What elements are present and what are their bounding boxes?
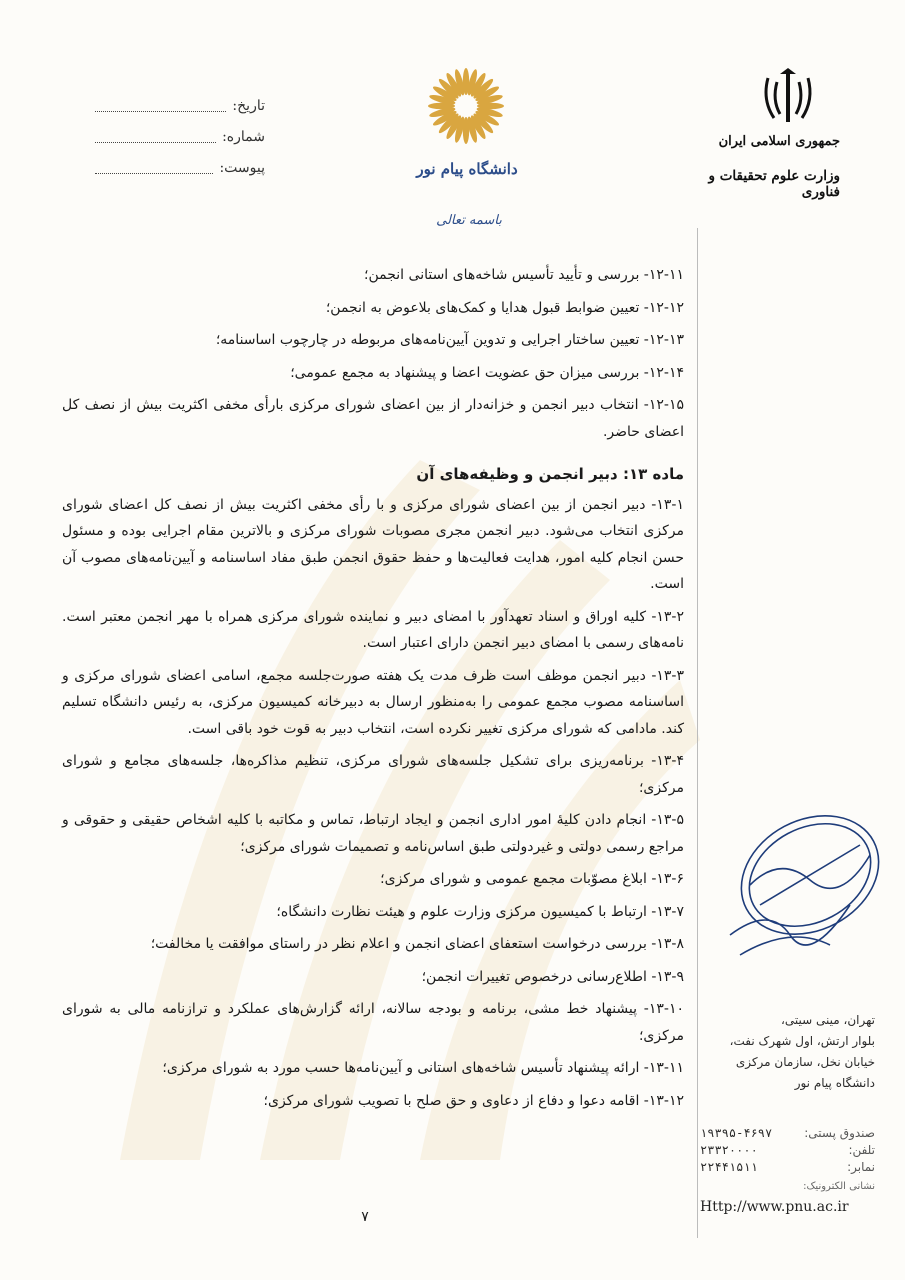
address-line-1: تهران، مینی سیتی،: [781, 1013, 875, 1027]
clause-12-11: ۱۲-۱۱- بررسی و تأیید تأسیس شاخه‌های استانی انجمن؛: [364, 267, 684, 283]
iran-emblem-icon: [760, 68, 816, 128]
page-number: ۷: [361, 1209, 369, 1225]
university-name: دانشگاه پیام نور: [416, 160, 518, 178]
number-label: شماره:: [222, 128, 265, 145]
invocation: باسمه تعالی: [436, 213, 502, 228]
clause-13-9: ۱۳-۹- اطلاع‌رسانی درخصوص تغییرات انجمن؛: [421, 968, 684, 985]
fax-label: نمابر:: [847, 1160, 875, 1174]
fax-value: ۲۲۴۴۱۵۱۱: [700, 1160, 758, 1174]
website-link[interactable]: Http://www.pnu.ac.ir: [700, 1199, 849, 1215]
government-title: جمهوری اسلامی ایران: [718, 134, 840, 149]
po-box-label: صندوق پستی:: [804, 1126, 875, 1140]
address-line-2: بلوار ارتش، اول شهرک نفت،: [729, 1034, 875, 1048]
phone-row: [700, 1142, 875, 1159]
clause-13-2: ۱۳-۲- کلیه اوراق و اسناد تعهدآور با امضای دبیر و نماینده شورای مرکزی همراه با مهر انجمن معتبر است. نامه‌های رسمی با امضای دبیر انجمن دارای اعتبار است.: [62, 608, 684, 651]
university-logo-icon: [426, 66, 506, 146]
clause-12-13: ۱۲-۱۳- تعیین ساختار اجرایی و تدوین آیین‌نامه‌های مربوطه در چارچوب اساسنامه؛: [215, 332, 684, 348]
clause-12-14: ۱۲-۱۴- بررسی میزان حق عضویت اعضا و پیشنهاد به مجمع عمومی؛: [290, 364, 684, 381]
clause-13-4: ۱۳-۴- برنامه‌ریزی برای تشکیل جلسه‌های شورای مرکزی، تنظیم مذاکره‌ها، جلسه‌های مجامع و شورای مرکزی؛: [62, 753, 684, 796]
clause-13-5: ۱۳-۵- انجام دادن کلیهٔ امور اداری انجمن و ایجاد ارتباط، تماس و مکاتبه با کلیه اشخاص حقیقی و حقوقی و مراجع رسمی دولتی و غیردولتی طبق اساس‌نامه و تصمیمات شورای مرکزی؛: [62, 812, 684, 855]
clause-13-8: ۱۳-۸- بررسی درخواست استعفای اعضای انجمن و اعلام نظر در راستای موافقت یا مخالفت؛: [150, 936, 684, 952]
phone-value: ۲۳۳۲۰۰۰۰: [700, 1143, 758, 1157]
number-dots: [95, 130, 216, 143]
phone-label: تلفن:: [848, 1143, 875, 1157]
clause-13-3: ۱۳-۳- دبیر انجمن موظف است ظرف مدت یک هفته صورت‌جلسه مجمع، اسامی اعضای شورای مرکزی و اساسنامه مصوب مجمع عمومی را به‌منظور ارسال به دبیرخانه کمیسیون مرکزی، به رئیس دانشگاه تسلیم کند. مادامی که شورای مرکزی تغییر نکرده است، انتخاب دبیر به قوت خود باقی است.: [62, 667, 684, 737]
approval-stamp: [710, 785, 890, 985]
date-dots: [95, 99, 226, 112]
column-divider: [697, 228, 698, 1238]
contact-block: [700, 1125, 875, 1216]
po-box-row: [700, 1125, 875, 1142]
section-title: ماده ۱۳: دبیر انجمن و وظیفه‌های آن: [416, 465, 684, 483]
address-block: [705, 1010, 875, 1094]
date-row: [95, 90, 265, 121]
clause-12-12: ۱۲-۱۲- تعیین ضوابط قبول هدایا و کمک‌های بلاعوض به انجمن؛: [325, 299, 684, 316]
po-box-value: ۱۹۳۹۵-۴۶۹۷: [700, 1126, 773, 1140]
clause-13-11: ۱۳-۱۱- ارائه پیشنهاد تأسیس شاخه‌های استانی و آیین‌نامه‌ها حسب مورد به شورای مرکزی؛: [162, 1060, 684, 1076]
address-line-4: دانشگاه پیام نور: [794, 1076, 875, 1090]
clause-13-6: ۱۳-۶- ابلاغ مصوّبات مجمع عمومی و شورای مرکزی؛: [380, 871, 684, 887]
attachment-label: پیوست:: [219, 159, 265, 176]
clause-13-10: ۱۳-۱۰- پیشنهاد خط مشی، برنامه و بودجه سالانه، ارائه گزارش‌های عملکرد و ترازنامه مالی به شورای مرکزی؛: [62, 1001, 684, 1044]
fax-row: [700, 1159, 875, 1176]
clause-12-15: ۱۲-۱۵- انتخاب دبیر انجمن و خزانه‌دار از بین اعضای شورای مرکزی بارأی مخفی اکثریت بیش از نصف کل اعضای حاضر.: [62, 397, 684, 440]
address-line-3: خیابان نخل، سازمان مرکزی: [735, 1055, 875, 1069]
clause-13-1: ۱۳-۱- دبیر انجمن از بین اعضای شورای مرکزی و با رأی مخفی اکثریت بیش از نصف کل اعضای شورای مرکزی انتخاب می‌شود. دبیر انجمن مجری مصوبات شورای مرکزی و بالاترین مقام اجرایی بوده و مسئول حسن انجام کلیه امور، هدایت فعالیت‌ها و حفظ حقوق انجمن طبق مفاد اساسنامه و آیین‌نامه‌های مصوب آن است.: [62, 496, 684, 592]
ministry-title: وزارت علوم تحقیقات و فناوری: [708, 168, 840, 200]
date-label: تاریخ:: [232, 97, 265, 114]
email-label: نشانی الکترونیک:: [803, 1181, 875, 1192]
clause-13-12: ۱۳-۱۲- اقامه دعوا و دفاع از دعاوی و حق صلح با تصویب شورای مرکزی؛: [263, 1092, 684, 1109]
letter-body: [62, 262, 684, 1120]
number-row: [95, 121, 265, 152]
clause-13-7: ۱۳-۷- ارتباط با کمیسیون مرکزی وزارت علوم و هیئت نظارت دانشگاه؛: [276, 903, 684, 920]
letter-meta: [95, 90, 265, 183]
attachment-dots: [95, 161, 213, 174]
attachment-row: [95, 152, 265, 183]
